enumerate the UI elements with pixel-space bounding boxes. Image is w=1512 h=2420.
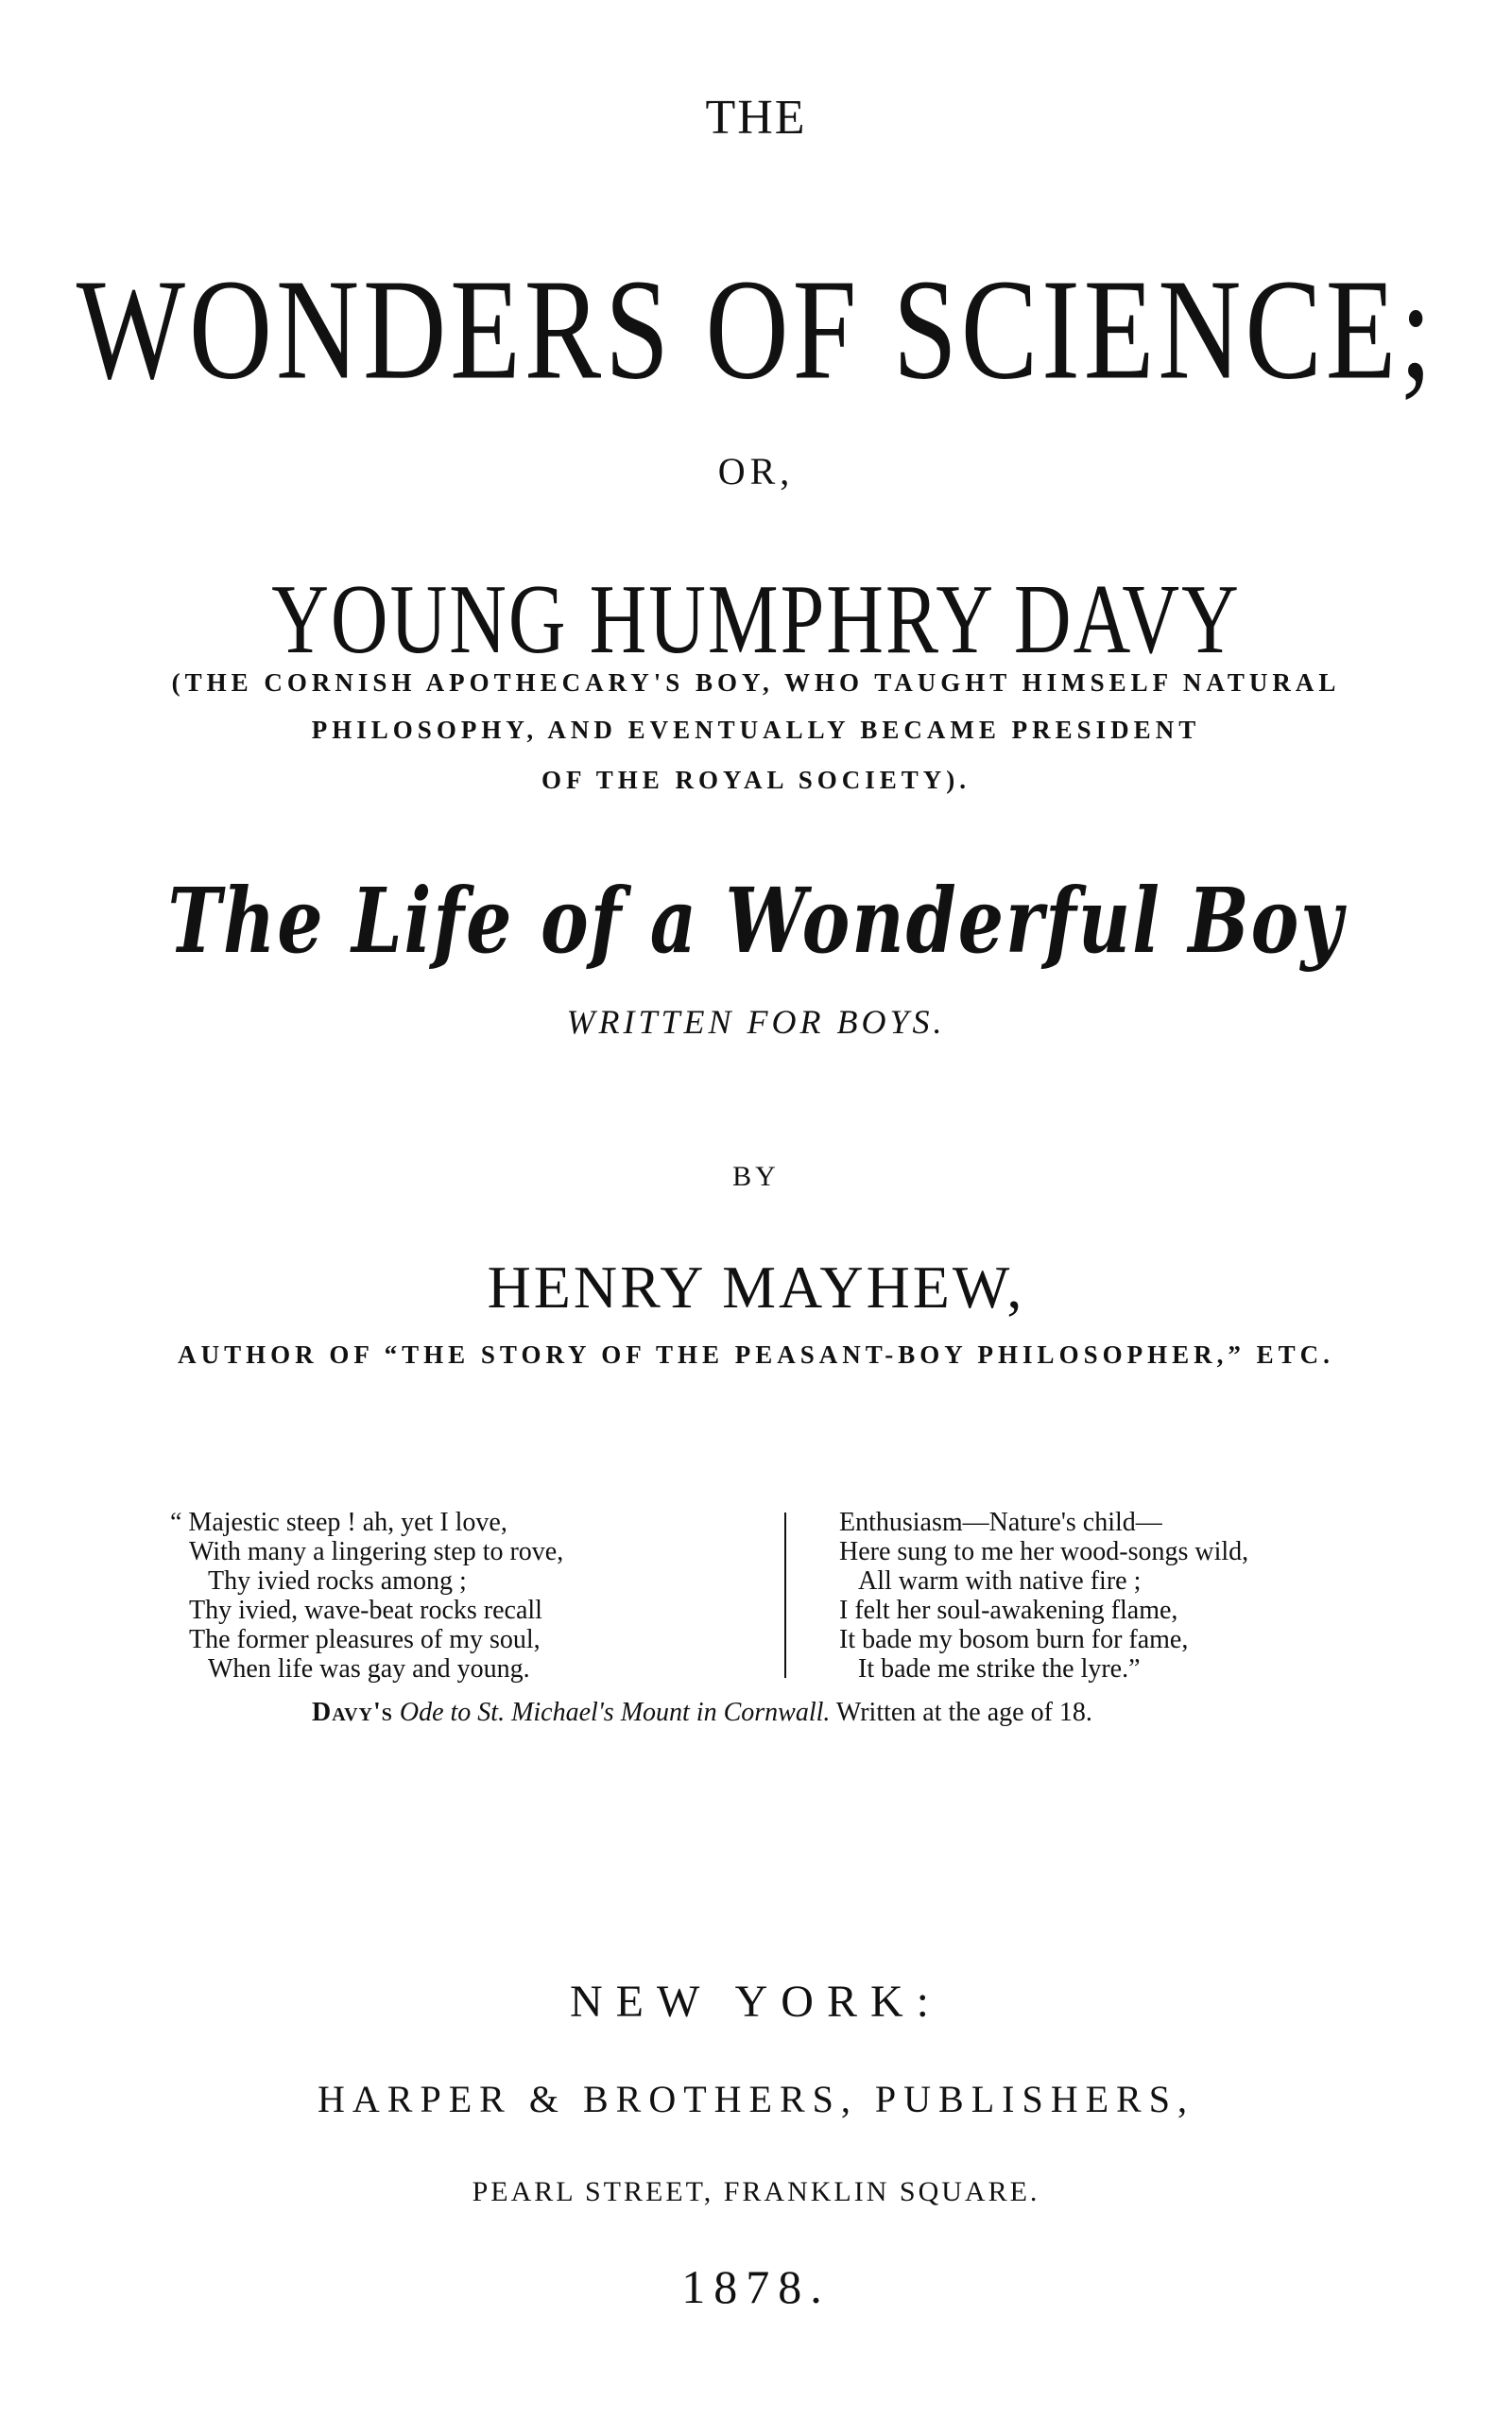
- description-line-2: PHILOSOPHY, AND EVENTUALLY BECAME PRESIDENT: [311, 716, 1201, 744]
- epigraph-line: Thy ivied rocks among ;: [208, 1566, 467, 1596]
- author-description: AUTHOR OF “THE STORY OF THE PEASANT-BOY PHILOSOPHER,” ETC.: [178, 1340, 1334, 1369]
- blackletter-subtitle: The Life of a Wonderful Boy: [167, 868, 1345, 974]
- subject-title: YOUNG HUMPHRY DAVY: [271, 564, 1241, 675]
- title-article: THE: [705, 91, 807, 145]
- imprint-address: PEARL STREET, FRANKLIN SQUARE.: [472, 2176, 1040, 2207]
- main-title: WONDERS OF SCIENCE;: [76, 250, 1436, 410]
- description-line-3: OF THE ROYAL SOCIETY).: [541, 766, 971, 794]
- epigraph-line: All warm with native fire ;: [858, 1566, 1142, 1596]
- epigraph-line: When life was gay and young.: [208, 1654, 530, 1684]
- imprint-year: 1878.: [681, 2260, 831, 2313]
- epigraph-citation: [312, 1698, 1092, 1728]
- epigraph-line: Enthusiasm—Nature's child—: [839, 1508, 1162, 1537]
- imprint-city: NEW YORK:: [570, 1977, 942, 2027]
- by-line: BY: [732, 1161, 780, 1192]
- citation-author: Davy's: [312, 1698, 393, 1727]
- title-or: OR,: [717, 450, 795, 493]
- epigraph-line: The former pleasures of my soul,: [189, 1625, 541, 1654]
- citation-work: Ode to St. Michael's Mount in Cornwall.: [399, 1698, 831, 1727]
- citation-note: Written at the age of 18.: [835, 1698, 1092, 1727]
- epigraph-line: With many a lingering step to rove,: [189, 1537, 564, 1566]
- epigraph-line: Here sung to me her wood-songs wild,: [839, 1537, 1249, 1566]
- author-name: HENRY MAYHEW,: [487, 1253, 1025, 1321]
- written-for-line: WRITTEN FOR BOYS.: [566, 1003, 946, 1041]
- epigraph-line: I felt her soul-awakening flame,: [839, 1596, 1178, 1625]
- epigraph-line: It bade my bosom burn for fame,: [839, 1625, 1189, 1654]
- epigraph-line: Thy ivied, wave-beat rocks recall: [189, 1596, 542, 1625]
- epigraph-line: It bade me strike the lyre.”: [858, 1654, 1141, 1684]
- epigraph-left-column: [170, 1508, 563, 1684]
- epigraph-divider: [784, 1512, 786, 1678]
- description-line-1: (THE CORNISH APOTHECARY'S BOY, WHO TAUGHT HIMSELF NATURAL: [171, 668, 1341, 697]
- imprint-publisher: HARPER & BROTHERS, PUBLISHERS,: [318, 2078, 1194, 2120]
- epigraph-right-column: [839, 1508, 1248, 1684]
- epigraph-line: “ Majestic steep ! ah, yet I love,: [170, 1508, 507, 1537]
